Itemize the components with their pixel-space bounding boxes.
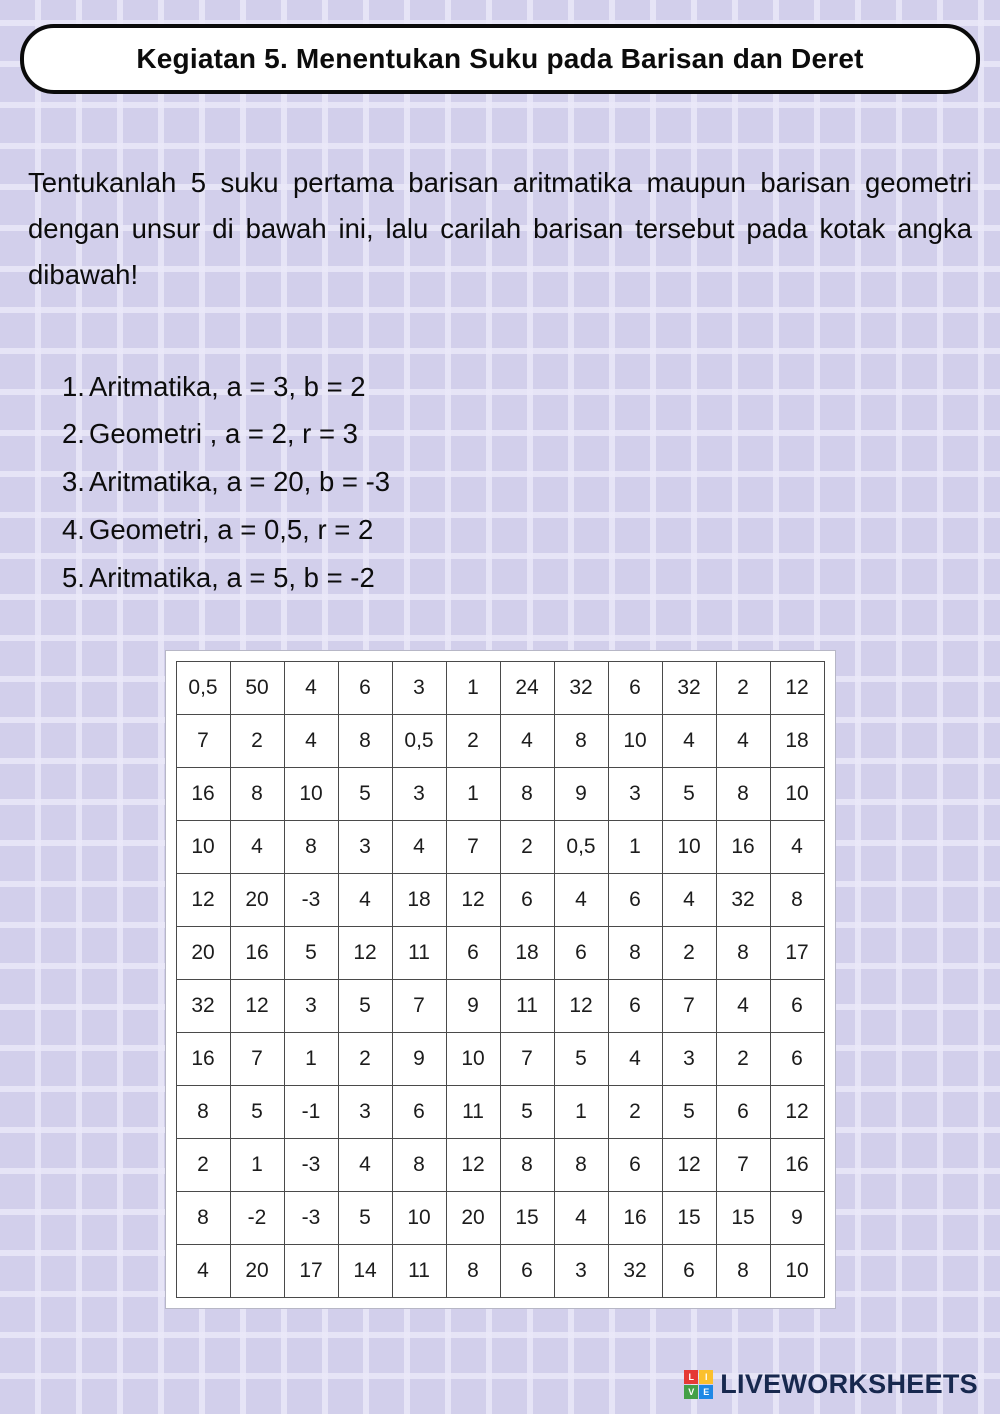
grid-cell[interactable]: 15 — [662, 1191, 716, 1244]
grid-cell[interactable]: 12 — [446, 1138, 500, 1191]
grid-cell[interactable]: 6 — [338, 661, 392, 714]
grid-cell[interactable]: 16 — [770, 1138, 824, 1191]
problem-item — [62, 506, 1000, 554]
grid-cell[interactable]: 16 — [176, 1032, 230, 1085]
problem-item — [62, 410, 1000, 458]
liveworksheets-logo-icon — [684, 1370, 713, 1399]
problem-number: 3. — [62, 466, 85, 498]
grid-cell[interactable]: 7 — [662, 979, 716, 1032]
grid-cell[interactable]: -1 — [284, 1085, 338, 1138]
grid-cell[interactable]: 8 — [716, 767, 770, 820]
grid-cell[interactable]: 12 — [176, 873, 230, 926]
grid-cell[interactable]: 8 — [770, 873, 824, 926]
grid-cell[interactable]: 4 — [554, 1191, 608, 1244]
grid-cell[interactable]: 6 — [716, 1085, 770, 1138]
grid-cell[interactable]: 17 — [284, 1244, 338, 1297]
grid-cell[interactable]: 20 — [230, 1244, 284, 1297]
grid-row — [176, 926, 824, 979]
grid-cell[interactable]: 7 — [392, 979, 446, 1032]
grid-cell[interactable]: 10 — [770, 767, 824, 820]
grid-cell[interactable]: 4 — [770, 820, 824, 873]
grid-cell[interactable]: 8 — [554, 714, 608, 767]
grid-cell[interactable]: 15 — [500, 1191, 554, 1244]
grid-cell[interactable]: 1 — [230, 1138, 284, 1191]
grid-cell[interactable]: 5 — [662, 767, 716, 820]
problem-number: 5. — [62, 561, 85, 593]
grid-row — [176, 1244, 824, 1297]
grid-cell[interactable]: 11 — [392, 926, 446, 979]
grid-cell[interactable]: 6 — [608, 873, 662, 926]
grid-cell[interactable]: 1 — [608, 820, 662, 873]
grid-cell[interactable]: 4 — [554, 873, 608, 926]
page-title: Kegiatan 5. Menentukan Suku pada Barisan dan Deret — [136, 43, 864, 74]
grid-cell[interactable]: 7 — [500, 1032, 554, 1085]
grid-cell[interactable]: 2 — [608, 1085, 662, 1138]
instructions-text: Tentukanlah 5 suku pertama barisan aritmatika maupun barisan geometri dengan unsur di bawah ini, lalu carilah barisan tersebut pada kotak angka dibawah! — [28, 167, 972, 291]
grid-cell[interactable]: 2 — [500, 820, 554, 873]
grid-cell[interactable]: 17 — [770, 926, 824, 979]
problem-text: Aritmatika, a = 5, b = -2 — [88, 561, 375, 593]
grid-cell[interactable]: 8 — [284, 820, 338, 873]
grid-cell[interactable]: 5 — [554, 1032, 608, 1085]
grid-row — [176, 820, 824, 873]
grid-cell[interactable]: 20 — [176, 926, 230, 979]
grid-cell[interactable]: 8 — [716, 1244, 770, 1297]
problem-number: 1. — [62, 370, 85, 402]
logo-letter: I — [699, 1370, 713, 1384]
number-grid-table — [176, 661, 825, 1298]
grid-cell[interactable]: 3 — [338, 1085, 392, 1138]
footer — [684, 1369, 978, 1400]
grid-cell[interactable]: 2 — [716, 661, 770, 714]
problem-number: 4. — [62, 514, 85, 546]
grid-cell[interactable]: 8 — [500, 1138, 554, 1191]
grid-cell[interactable]: 4 — [608, 1032, 662, 1085]
grid-cell[interactable]: 16 — [716, 820, 770, 873]
grid-cell[interactable]: 2 — [176, 1138, 230, 1191]
grid-cell[interactable]: -3 — [284, 1191, 338, 1244]
problem-item — [62, 554, 1000, 602]
grid-cell[interactable]: 12 — [770, 1085, 824, 1138]
grid-cell[interactable]: 50 — [230, 661, 284, 714]
grid-cell[interactable]: 18 — [770, 714, 824, 767]
grid-row — [176, 1138, 824, 1191]
grid-cell[interactable]: 9 — [446, 979, 500, 1032]
grid-cell[interactable]: 5 — [284, 926, 338, 979]
grid-cell[interactable]: 4 — [662, 714, 716, 767]
grid-row — [176, 661, 824, 714]
grid-cell[interactable]: -3 — [284, 873, 338, 926]
grid-cell[interactable]: 12 — [662, 1138, 716, 1191]
problem-text: Geometri , a = 2, r = 3 — [88, 418, 358, 450]
grid-cell[interactable]: 7 — [716, 1138, 770, 1191]
problem-item — [62, 363, 1000, 411]
grid-cell[interactable]: 2 — [662, 926, 716, 979]
grid-cell[interactable]: -2 — [230, 1191, 284, 1244]
grid-cell[interactable]: 2 — [338, 1032, 392, 1085]
grid-cell[interactable]: 14 — [338, 1244, 392, 1297]
grid-cell[interactable]: 6 — [500, 873, 554, 926]
grid-cell[interactable]: 6 — [554, 926, 608, 979]
grid-cell[interactable]: 3 — [392, 661, 446, 714]
grid-row — [176, 714, 824, 767]
grid-cell[interactable]: 9 — [554, 767, 608, 820]
grid-cell[interactable]: 4 — [338, 873, 392, 926]
grid-cell[interactable]: 32 — [608, 1244, 662, 1297]
grid-cell[interactable]: 8 — [176, 1085, 230, 1138]
grid-cell[interactable]: 18 — [392, 873, 446, 926]
grid-cell[interactable]: 2 — [716, 1032, 770, 1085]
logo-letter: E — [699, 1385, 713, 1399]
grid-cell[interactable]: 7 — [176, 714, 230, 767]
grid-cell[interactable]: 4 — [500, 714, 554, 767]
grid-cell[interactable]: 3 — [392, 767, 446, 820]
number-grid — [165, 650, 836, 1309]
grid-cell[interactable]: 16 — [176, 767, 230, 820]
grid-cell[interactable]: 1 — [284, 1032, 338, 1085]
grid-row — [176, 873, 824, 926]
brand-name: LIVEWORKSHEETS — [720, 1369, 978, 1399]
grid-cell[interactable]: 12 — [338, 926, 392, 979]
grid-cell[interactable]: 8 — [500, 767, 554, 820]
grid-cell[interactable]: 12 — [770, 661, 824, 714]
grid-cell[interactable]: 3 — [662, 1032, 716, 1085]
grid-cell[interactable]: 8 — [338, 714, 392, 767]
grid-cell[interactable]: 16 — [230, 926, 284, 979]
grid-cell[interactable]: 10 — [446, 1032, 500, 1085]
grid-cell[interactable]: 4 — [284, 661, 338, 714]
problems-list — [62, 363, 1000, 602]
grid-cell[interactable]: 20 — [446, 1191, 500, 1244]
grid-cell[interactable]: 18 — [500, 926, 554, 979]
grid-cell[interactable]: 8 — [608, 926, 662, 979]
grid-cell[interactable]: 12 — [446, 873, 500, 926]
grid-cell[interactable]: 32 — [662, 661, 716, 714]
grid-row — [176, 1085, 824, 1138]
grid-cell[interactable]: 3 — [608, 767, 662, 820]
grid-cell[interactable]: 10 — [176, 820, 230, 873]
grid-cell[interactable]: 3 — [338, 820, 392, 873]
grid-row — [176, 1032, 824, 1085]
grid-cell[interactable]: 10 — [662, 820, 716, 873]
grid-cell[interactable]: 32 — [554, 661, 608, 714]
grid-cell[interactable]: 10 — [392, 1191, 446, 1244]
grid-cell[interactable]: 10 — [770, 1244, 824, 1297]
grid-cell[interactable]: 6 — [608, 661, 662, 714]
grid-cell[interactable]: 16 — [608, 1191, 662, 1244]
grid-cell[interactable]: 15 — [716, 1191, 770, 1244]
logo-letter: V — [684, 1385, 698, 1399]
grid-cell[interactable]: 1 — [446, 767, 500, 820]
logo-letter: L — [684, 1370, 698, 1384]
grid-cell[interactable]: 10 — [284, 767, 338, 820]
grid-cell[interactable]: 2 — [230, 714, 284, 767]
grid-cell[interactable]: 5 — [338, 767, 392, 820]
grid-cell[interactable]: 12 — [554, 979, 608, 1032]
grid-cell[interactable]: 4 — [662, 873, 716, 926]
grid-cell[interactable]: 3 — [284, 979, 338, 1032]
problem-number: 2. — [62, 418, 85, 450]
grid-cell[interactable]: 6 — [608, 979, 662, 1032]
grid-cell[interactable]: -3 — [284, 1138, 338, 1191]
grid-cell[interactable]: 4 — [716, 714, 770, 767]
grid-cell[interactable]: 1 — [554, 1085, 608, 1138]
grid-cell[interactable]: 8 — [446, 1244, 500, 1297]
grid-cell[interactable]: 5 — [500, 1085, 554, 1138]
problem-text: Aritmatika, a = 20, b = -3 — [88, 466, 391, 498]
number-grid-body — [176, 661, 824, 1297]
grid-cell[interactable]: 5 — [338, 979, 392, 1032]
grid-cell[interactable]: 11 — [446, 1085, 500, 1138]
grid-cell[interactable]: 6 — [662, 1244, 716, 1297]
grid-cell[interactable]: 0,5 — [554, 820, 608, 873]
grid-cell[interactable]: 6 — [770, 1032, 824, 1085]
grid-cell[interactable]: 8 — [230, 767, 284, 820]
grid-cell[interactable]: 32 — [176, 979, 230, 1032]
grid-cell[interactable]: 9 — [770, 1191, 824, 1244]
grid-cell[interactable]: 11 — [392, 1244, 446, 1297]
grid-cell[interactable]: 8 — [554, 1138, 608, 1191]
grid-cell[interactable]: 6 — [608, 1138, 662, 1191]
grid-cell[interactable]: 9 — [392, 1032, 446, 1085]
grid-cell[interactable]: 6 — [500, 1244, 554, 1297]
grid-cell[interactable]: 6 — [446, 926, 500, 979]
grid-cell[interactable]: 0,5 — [176, 661, 230, 714]
grid-cell[interactable]: 8 — [716, 926, 770, 979]
grid-cell[interactable]: 2 — [446, 714, 500, 767]
title-box — [20, 24, 980, 94]
grid-cell[interactable]: 4 — [284, 714, 338, 767]
grid-cell[interactable]: 11 — [500, 979, 554, 1032]
grid-row — [176, 767, 824, 820]
grid-cell[interactable]: 20 — [230, 873, 284, 926]
grid-cell[interactable]: 10 — [608, 714, 662, 767]
grid-cell[interactable]: 32 — [716, 873, 770, 926]
grid-row — [176, 979, 824, 1032]
grid-cell[interactable]: 12 — [230, 979, 284, 1032]
grid-cell[interactable]: 7 — [230, 1032, 284, 1085]
grid-cell[interactable]: 3 — [554, 1244, 608, 1297]
grid-cell[interactable]: 6 — [770, 979, 824, 1032]
grid-cell[interactable]: 8 — [392, 1138, 446, 1191]
grid-cell[interactable]: 5 — [662, 1085, 716, 1138]
grid-cell[interactable]: 6 — [392, 1085, 446, 1138]
grid-cell[interactable]: 24 — [500, 661, 554, 714]
problem-text: Aritmatika, a = 3, b = 2 — [88, 370, 366, 402]
grid-cell[interactable]: 0,5 — [392, 714, 446, 767]
grid-cell[interactable]: 4 — [230, 820, 284, 873]
grid-row — [176, 1191, 824, 1244]
grid-cell[interactable]: 1 — [446, 661, 500, 714]
problem-text: Geometri, a = 0,5, r = 2 — [88, 514, 374, 546]
grid-cell[interactable]: 4 — [338, 1138, 392, 1191]
grid-cell[interactable]: 7 — [446, 820, 500, 873]
grid-cell[interactable]: 5 — [338, 1191, 392, 1244]
grid-cell[interactable]: 8 — [176, 1191, 230, 1244]
grid-cell[interactable]: 4 — [176, 1244, 230, 1297]
grid-cell[interactable]: 5 — [230, 1085, 284, 1138]
grid-cell[interactable]: 4 — [392, 820, 446, 873]
grid-cell[interactable]: 4 — [716, 979, 770, 1032]
problem-item — [62, 458, 1000, 506]
